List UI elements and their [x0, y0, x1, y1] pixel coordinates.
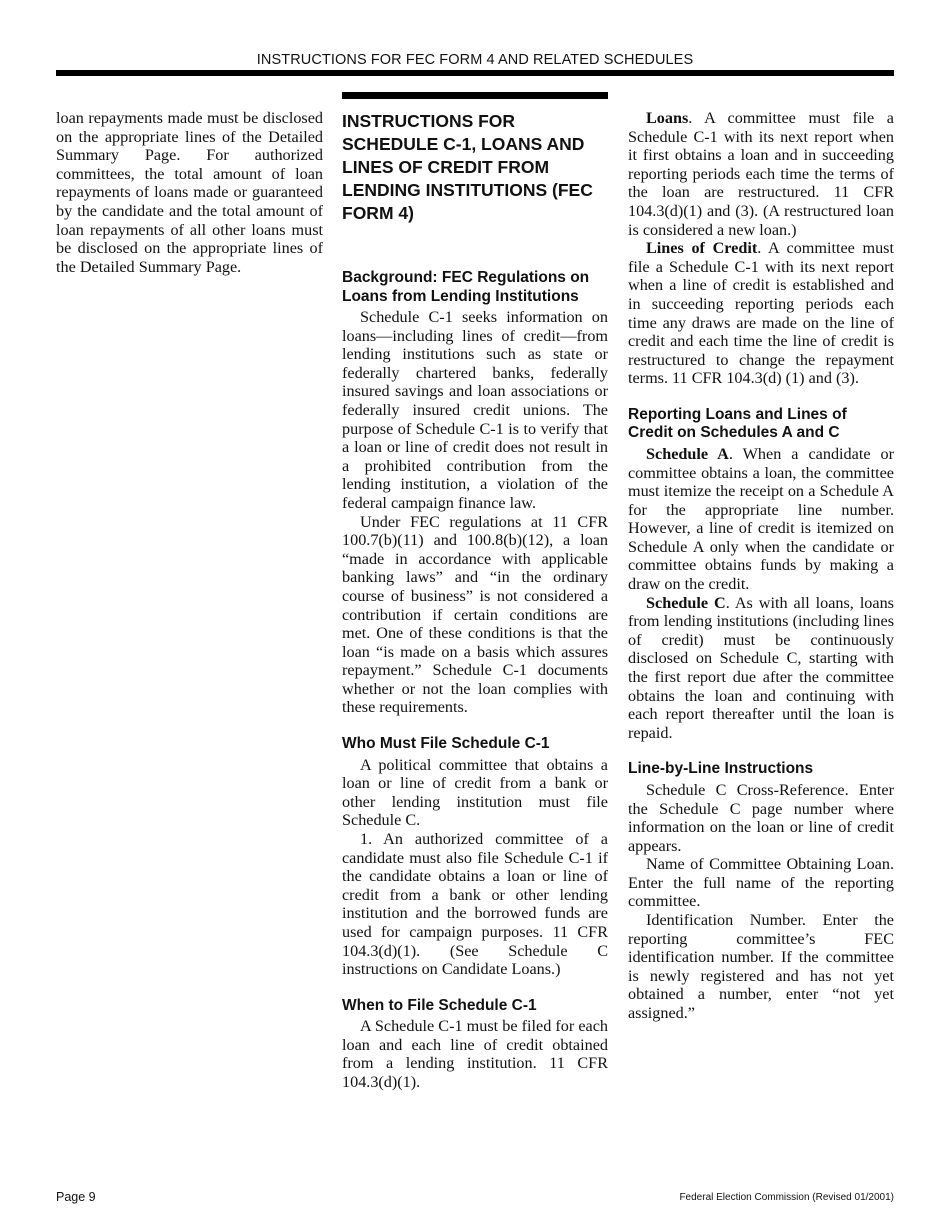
schedule-c-text: . As with all loans, loans from lending institutions (including lines of credit) must be continuously disclosed on Schedule C, starting with the first report due after the committee obtains the loan and continuing with each report thereafter until the loan is repaid.	[628, 593, 894, 742]
lines-of-credit-text: . A committee must file a Schedule C-1 with its next report when a line of credit is established and in succeeding reporting periods each time any draws are made on the line of credit and each time the line of credit is restructured to change the repayment terms. 11 CFR 104.3(d) (1) and (3).	[628, 239, 894, 388]
who-must-file-heading: Who Must File Schedule C-1	[342, 735, 550, 753]
loans-paragraph	[628, 109, 894, 239]
when-to-file-heading: When to File Schedule C-1	[342, 996, 537, 1014]
lines-of-credit-label: Lines of Credit	[646, 239, 758, 258]
committee-name-paragraph: Name of Committee Obtaining Loan. Enter the full name of the reporting committee.	[628, 855, 894, 911]
loans-text: . A committee must file a Schedule C-1 with its next report when it first obtains a loan and in succeeding reporting periods each time the terms of the loan are restructured. 11 CFR 104.3(d)(1) and (3). (A restructured loan is considered a new loan.)	[628, 109, 894, 239]
running-header: INSTRUCTIONS FOR FEC FORM 4 AND RELATED SCHEDULES	[256, 52, 694, 68]
schedule-c-paragraph	[628, 594, 894, 743]
lines-of-credit-paragraph	[628, 239, 894, 388]
schedule-a-text: . When a candidate or committee obtains a loan, the committee must itemize the receipt on a Schedule A for the appropriate line number. However, a line of credit is itemized on Schedule A only when the candidate or committee obtains funds by making a draw on the credit.	[628, 444, 895, 594]
column-middle	[342, 92, 608, 1092]
background-paragraph-1: Schedule C-1 seeks information on loans—including lines of credit—from lending institutions such as state or federally chartered banks, federally insured savings and loan associations or federally insured credit unions. The purpose of Schedule C-1 is to verify that a loan or line of credit does not result in a prohibited contribution from the lending institution, a violation of the federal campaign finance law.	[342, 308, 608, 512]
who-must-file-paragraph-1: A political committee that obtains a loan or line of credit from a bank or other lending institution must file Schedule C.	[342, 755, 608, 830]
cross-reference-paragraph: Schedule C Cross-Reference. Enter the Schedule C page number where information on the loan or line of credit appears.	[628, 780, 894, 855]
reporting-heading: Reporting Loans and Lines of Credit on Schedules A and C	[628, 405, 847, 442]
section-rule	[342, 92, 608, 99]
when-to-file-paragraph: A Schedule C-1 must be filed for each loan and each line of credit obtained from a lending institution. 11 CFR 104.3(d)(1).	[342, 1017, 608, 1091]
identification-number-paragraph: Identification Number. Enter the reporting committee’s FEC identification number. If the committee is newly registered and has not yet obtained a number, enter “not yet assigned.”	[628, 911, 894, 1023]
background-heading: Background: FEC Regulations on Loans from Lending Institutions	[342, 269, 590, 305]
section-title: INSTRUCTIONS FOR SCHEDULE C-1, LOANS AND LINES OF CREDIT FROM LENDING INSTITUTIONS (FEC FORM 4)	[342, 111, 593, 223]
schedule-c-label: Schedule C	[646, 593, 726, 612]
column-right	[628, 109, 894, 1023]
header-rule	[56, 70, 894, 76]
loans-label: Loans	[646, 109, 689, 127]
who-must-file-paragraph-2: 1. An authorized committee of a candidate must also file Schedule C-1 if the candidate obtains a loan or line of credit from a bank or other lending institution and the borrowed funds are used for campaign purposes. 11 CFR 104.3(d)(1). (See Schedule C instructions on Candidate Loans.)	[342, 829, 608, 979]
background-paragraph-2: Under FEC regulations at 11 CFR 100.7(b)(11) and 100.8(b)(12), a loan “made in accordance with applicable banking laws” and “in the ordinary course of business” is not considered a contribution if certain conditions are met. One of these conditions is that the loan “is made on a basis which assures repayment.” Schedule C-1 documents whether or not the loan complies with these requirements.	[342, 512, 608, 717]
line-by-line-heading: Line-by-Line Instructions	[628, 760, 814, 778]
schedule-a-paragraph	[628, 445, 894, 594]
column-left	[56, 109, 323, 276]
schedule-a-label: Schedule A	[646, 444, 729, 463]
loan-repayments-paragraph: loan repayments made must be disclosed on the appropriate lines of the Detailed Summary Page. For authorized committees, the total amount of loan repayments of loans made or guaranteed by the candidate and the total amount of loan repayments of all other loans must be disclosed on the appropriate lines of the Detailed Summary Page.	[56, 109, 323, 276]
page-number: Page 9	[56, 1190, 96, 1204]
footer-agency: Federal Election Commission (Revised 01/2001)	[679, 1192, 894, 1203]
